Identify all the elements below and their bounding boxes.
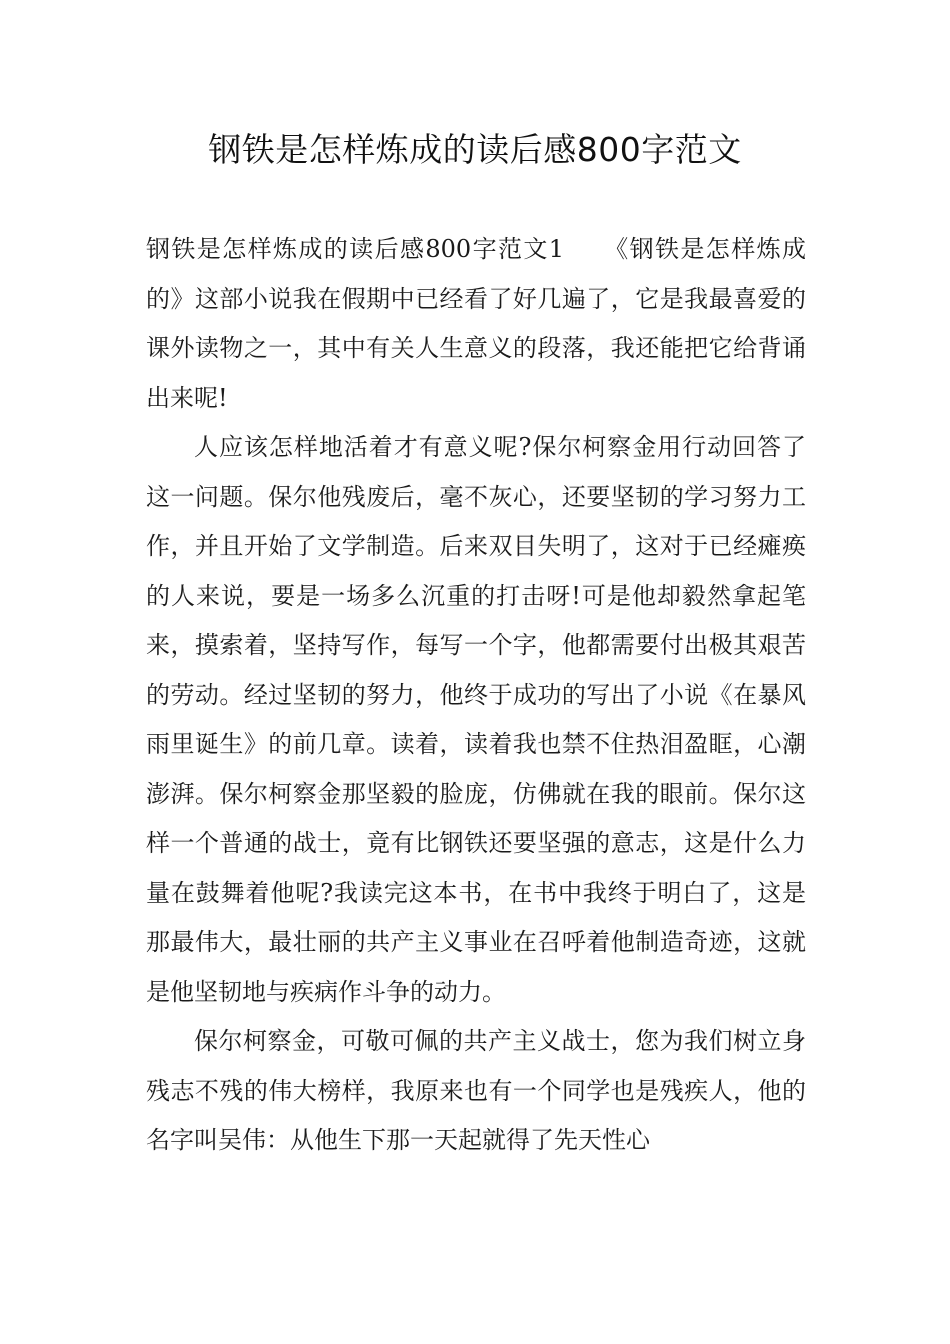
paragraph-1: 钢铁是怎样炼成的读后感800字范文1 《钢铁是怎样炼成的》这部小说我在假期中已经看了好几遍了，它是我最喜爱的课外读物之一，其中有关人生意义的段落，我还能把它给背诵出来呢! [146, 235, 806, 412]
paragraph-2: 人应该怎样地活着才有意义呢?保尔柯察金用行动回答了这一问题。保尔他残废后，毫不灰心，还要坚韧的学习努力工作，并且开始了文学制造。后来双目失明了，这对于已经瘫痪的人来说，要是一场多么沉重的打击呀!可是他却毅然拿起笔来，摸索着，坚持写作，每写一个字，他都需要付出极其艰苦的劳动。经过坚韧的努力，他终于成功的写出了小说《在暴风雨里诞生》的前几章。读着，读着我也禁不住热泪盈眶，心潮澎湃。保尔柯察金那坚毅的脸庞，仿佛就在我的眼前。保尔这样一个普通的战士，竟有比钢铁还要坚强的意志，这是什么力量在鼓舞着他呢?我读完这本书，在书中我终于明白了，这是那最伟大，最壮丽的共产主义事业在召呼着他制造奇迹，这就是他坚韧地与疾病作斗争的动力。 [146, 433, 806, 1006]
paragraph-3: 保尔柯察金，可敬可佩的共产主义战士，您为我们树立身残志不残的伟大榜样，我原来也有一个同学也是残疾人，他的名字叫吴伟：从他生下那一天起就得了先天性心 [146, 1027, 806, 1154]
document-body [146, 225, 806, 1166]
document-title: 钢铁是怎样炼成的读后感800字范文 [208, 130, 742, 169]
